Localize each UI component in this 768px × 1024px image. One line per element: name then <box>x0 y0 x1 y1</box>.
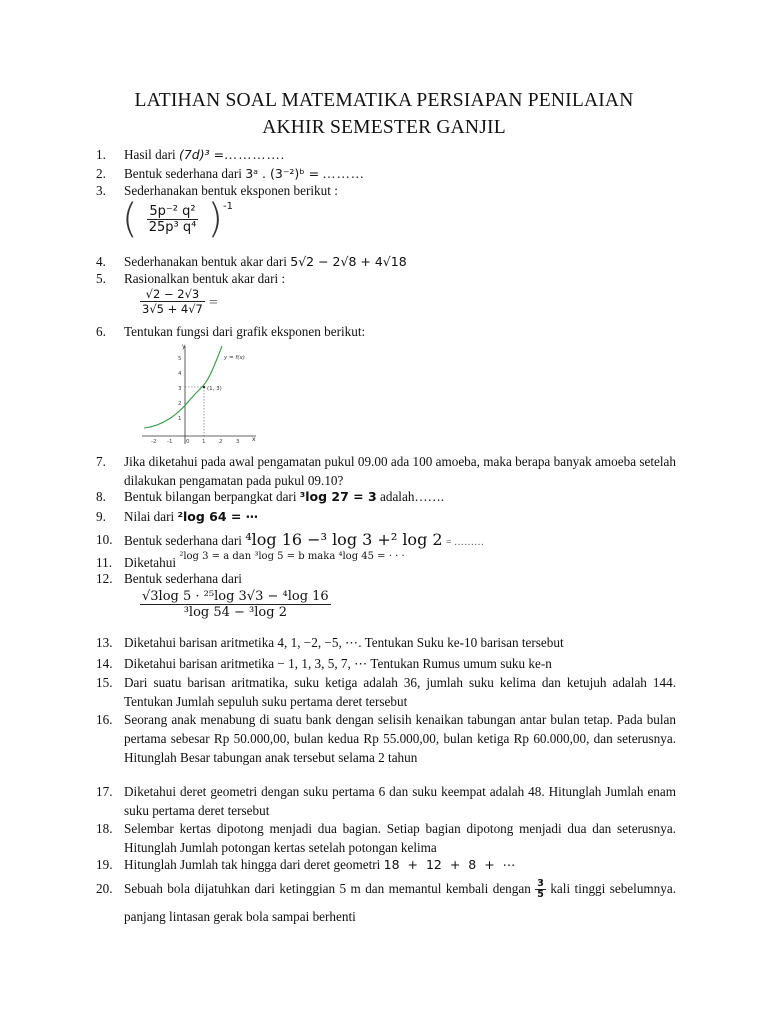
question-text: Hasil dari <box>124 147 176 162</box>
curve-label: y = f(x) <box>224 355 245 361</box>
question-text: Tentukan fungsi dari grafik eksponen berikut: <box>124 324 366 339</box>
question-text: Sebuah bola dijatuhkan dari ketinggian 5 m dan memantul kembali dengan <box>124 881 531 896</box>
question-text: Bentuk sederhana dari <box>124 166 242 181</box>
radical-expression <box>140 287 218 316</box>
answer-blank: adalah……. <box>380 489 445 504</box>
question-number: 3. <box>96 183 106 198</box>
x-tick-2: 2 <box>219 439 223 445</box>
answer-blank: ……… <box>322 166 365 181</box>
exponent-fraction <box>147 204 199 235</box>
math-expression: (7d)³ = <box>178 147 225 162</box>
open-paren: ( <box>122 196 138 242</box>
point-1-3 <box>203 386 206 389</box>
question-number: 2. <box>96 166 106 181</box>
fraction-denominator: 5 <box>537 889 544 901</box>
close-paren: ) <box>207 196 224 242</box>
y-tick-2: 2 <box>178 401 182 407</box>
question-number: 15. <box>96 675 113 690</box>
fraction-numerator: √3log 5 · ²⁵log 3√3 − ⁴log 16 <box>142 589 329 604</box>
question-number: 11. <box>96 555 112 570</box>
fraction-denominator: 3√5 + 4√7 <box>142 302 203 316</box>
question-number: 6. <box>96 324 106 339</box>
question-number: 7. <box>96 454 106 469</box>
question-number: 13. <box>96 635 113 650</box>
answer-blank: …………. <box>224 147 286 162</box>
radical-fraction <box>140 287 205 316</box>
exponent-expression <box>122 196 233 242</box>
question-number: 5. <box>96 271 106 286</box>
question-number: 20. <box>96 881 113 896</box>
question-7 <box>96 452 676 492</box>
question-text: Diketahui barisan aritmetika 4, 1, −2, −5, ⋯. Tentukan Suku ke-10 barisan tersebut <box>124 635 564 650</box>
question-text-continued: kali tinggi sebelumnya. panjang lintasan gerak bola sampai berhenti <box>124 881 677 924</box>
exponent-power: -1 <box>223 201 233 213</box>
question-number: 16. <box>96 712 113 727</box>
x-tick--2: -2 <box>151 439 157 445</box>
question-number: 12. <box>96 571 113 586</box>
y-tick-5: 5 <box>178 356 182 362</box>
x-axis-label: x <box>252 436 256 443</box>
math-expression: ⁴log 16 −³ log 3 +² log 2 <box>245 530 443 549</box>
question-text: Seorang anak menabung di suatu bank dengan selisih kenaikan tabungan antar bulan tetap. Pada bulan pertama sebesar Rp 50.000,00, bulan kedua Rp 55.000,00, bulan ketiga Rp 60.000,00, dan seterusnya. Hitunglah Besar tabungan anak tersebut selama 2 tahun <box>124 712 676 765</box>
y-axis-label: y <box>182 343 186 350</box>
question-text: Bentuk sederhana dari <box>124 533 242 548</box>
question-text: Diketahui deret geometri dengan suku pertama 6 dan suku keempat adalah 48. Hitunglah Jumlah enam suku pertama deret tersebut <box>124 784 676 818</box>
exponential-graph <box>138 342 260 446</box>
x-tick-labels <box>151 439 240 445</box>
question-text: Diketahui <box>124 555 177 570</box>
math-expression: ²log 64 = ⋯ <box>177 509 259 524</box>
answer-blank: = ……… <box>445 537 485 548</box>
fraction-numerator: 5p⁻² q² <box>147 204 199 220</box>
question-number: 1. <box>96 147 106 162</box>
math-expression: ³log 27 = 3 <box>299 489 377 504</box>
question-text: Nilai dari <box>124 509 175 524</box>
question-text: Diketahui barisan aritmetika − 1, 1, 3, 5, 7, ⋯ Tentukan Rumus umum suku ke-n <box>124 656 552 671</box>
question-number: 19. <box>96 857 113 872</box>
question-number: 8. <box>96 489 106 504</box>
question-number: 14. <box>96 656 113 671</box>
document-title-line2: AKHIR SEMESTER GANJIL <box>262 117 506 138</box>
question-text: Jika diketahui pada awal pengamatan pukul 09.00 ada 100 amoeba, maka berapa banyak amoeba setelah dilakukan pengamatan pada pukul 09.10? <box>124 454 676 488</box>
x-tick--1: -1 <box>167 439 173 445</box>
question-number: 10. <box>96 532 113 547</box>
fraction-denominator: 25p³ q⁴ <box>148 219 197 235</box>
equals-sign: = <box>208 294 219 309</box>
question-text: Rasionalkan bentuk akar dari : <box>124 271 286 286</box>
math-expression: 3ᵃ . (3⁻²)ᵇ = <box>245 166 320 181</box>
fraction-numerator: 3 <box>537 878 544 890</box>
logarithm-expression <box>140 589 331 620</box>
fraction-numerator: √2 − 2√3 <box>140 287 205 302</box>
question-text: Dari suatu barisan aritmatika, suku ketiga adalah 36, jumlah suku kelima dan ketujuh adalah 144. Tentukan Jumlah sepuluh suku pertama deret tersebut <box>124 675 676 709</box>
question-number: 18. <box>96 821 113 836</box>
document-title-line1: LATIHAN SOAL MATEMATIKA PERSIAPAN PENILAIAN <box>134 90 634 111</box>
question-text: Sederhanakan bentuk akar dari <box>124 254 287 269</box>
question-text: Sederhanakan bentuk eksponen berikut : <box>124 183 338 198</box>
x-tick-0: 0 <box>186 439 190 445</box>
x-tick-3: 3 <box>236 439 240 445</box>
y-tick-4: 4 <box>178 371 182 377</box>
ratio-fraction <box>535 879 546 900</box>
question-text: Bentuk sederhana dari <box>124 571 242 586</box>
question-text: Selembar kertas dipotong menjadi dua bagian. Setiap bagian dipotong menjadi dua dan seterusnya. Hitunglah Jumlah potongan kertas setelah potongan kelima <box>124 821 676 855</box>
y-tick-3: 3 <box>178 386 182 392</box>
question-number: 17. <box>96 784 113 799</box>
fraction-denominator: ³log 54 − ³log 2 <box>183 605 287 620</box>
question-text: Hitunglah Jumlah tak hingga dari deret geometri <box>124 857 381 872</box>
question-number: 9. <box>96 509 106 524</box>
point-label: (1, 3) <box>207 386 222 392</box>
math-expression: 5√2 − 2√8 + 4√18 <box>290 254 407 269</box>
logarithm-fraction <box>140 589 331 620</box>
question-text: Bentuk bilangan berpangkat dari <box>124 489 297 504</box>
y-tick-1: 1 <box>178 416 182 422</box>
math-expression: ²log 3 = a dan ³log 5 = b maka ⁴log 45 = · · · <box>179 551 405 562</box>
x-tick-1: 1 <box>202 439 206 445</box>
math-expression: 18 + 12 + 8 + ⋯ <box>383 857 516 872</box>
question-number: 4. <box>96 254 106 269</box>
